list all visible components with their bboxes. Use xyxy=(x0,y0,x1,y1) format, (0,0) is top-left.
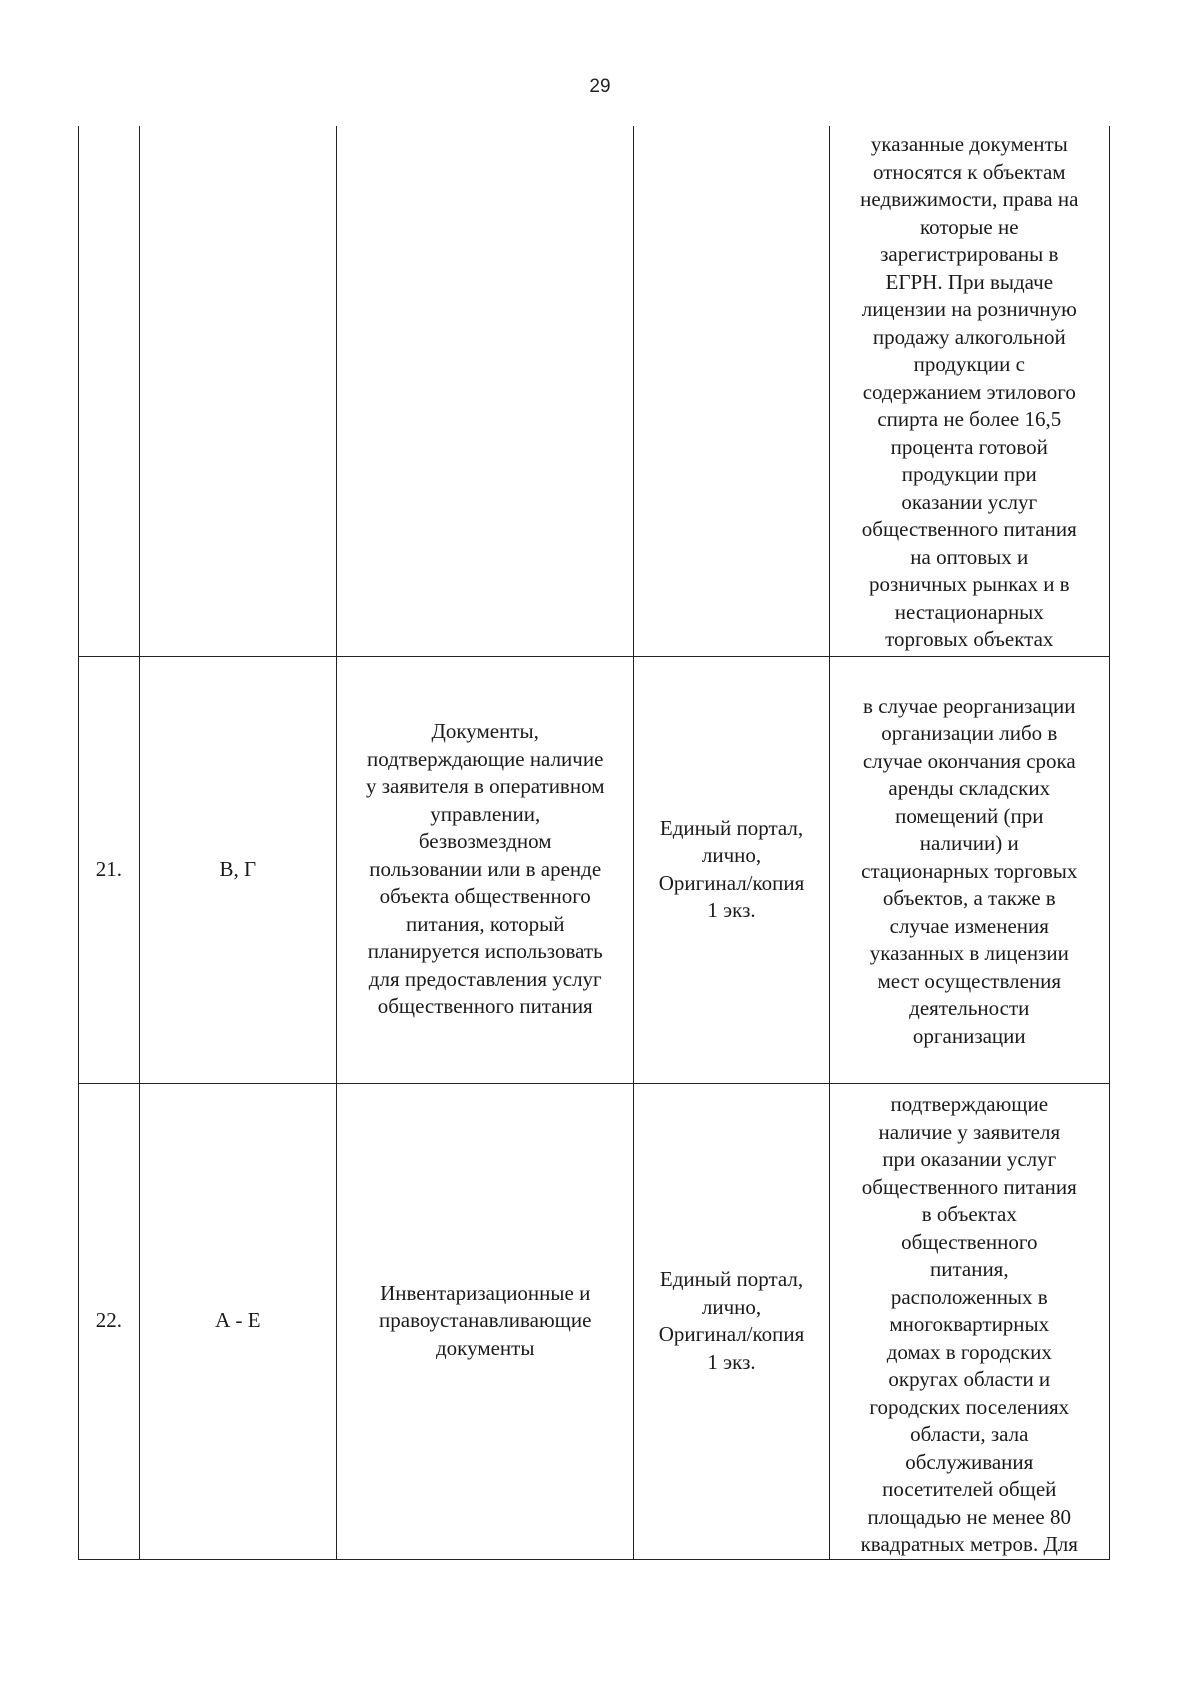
page-number: 29 xyxy=(589,76,611,97)
table-row xyxy=(79,1083,1110,1559)
categories-cell: А - Е xyxy=(139,1083,336,1559)
table-row xyxy=(79,656,1110,1083)
table-row-continued xyxy=(79,126,1110,656)
categories-cell xyxy=(139,126,336,656)
row-number-cell xyxy=(79,126,140,656)
documents-table xyxy=(78,126,1110,1560)
submission-cell xyxy=(634,126,829,656)
note-cell: в случае реорганизации организации либо в случае окончания срока аренды складских помещений (при наличии) и стационарных торговых объектов, а также в случае изменения указанных в лицензии мест осуществления деятельности организации xyxy=(829,656,1109,1083)
document-cell: Инвентаризационные и правоустанавливающие документы xyxy=(337,1083,634,1559)
note-cell: подтверждающие наличие у заявителя при оказании услуг общественного питания в объектах общественного питания, расположенных в многоквартирных домах в городских округах области и городских поселениях области, зала обслуживания посетителей общей площадью не менее 80 квадратных метров. Для xyxy=(829,1083,1109,1559)
row-number-cell: 21. xyxy=(79,656,140,1083)
document-cell: Документы, подтверждающие наличие у заявителя в оперативном управлении, безвозмездном пользовании или в аренде объекта общественного питания, который планируется использовать для предоставления услуг общественного питания xyxy=(337,656,634,1083)
categories-cell: В, Г xyxy=(139,656,336,1083)
submission-cell: Единый портал, лично, Оригинал/копия 1 экз. xyxy=(634,656,829,1083)
submission-cell: Единый портал, лично, Оригинал/копия 1 экз. xyxy=(634,1083,829,1559)
note-cell: указанные документы относятся к объектам недвижимости, права на которые не зарегистрированы в ЕГРН. При выдаче лицензии на розничную продажу алкогольной продукции с содержанием этилового спирта не более 16,5 процента готовой продукции при оказании услуг общественного питания на оптовых и розничных рынках и в нестационарных торговых объектах xyxy=(829,126,1109,656)
document-cell xyxy=(337,126,634,656)
row-number-cell: 22. xyxy=(79,1083,140,1559)
